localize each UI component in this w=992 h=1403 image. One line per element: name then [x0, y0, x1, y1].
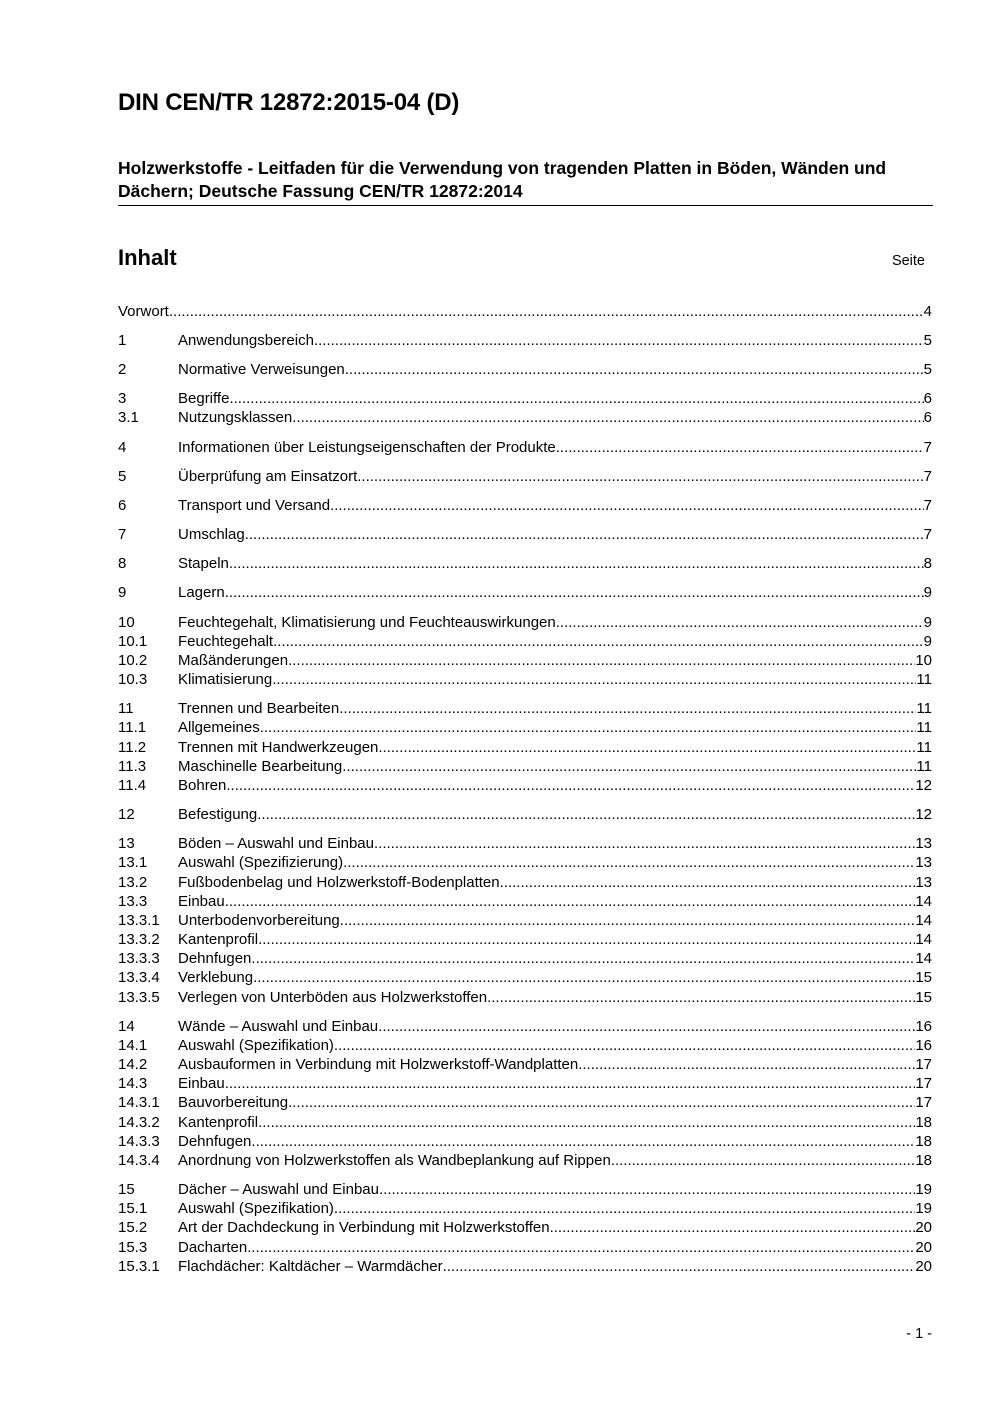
toc-entry	[118, 408, 932, 427]
toc-entry-number: 15.2	[118, 1219, 148, 1236]
toc-entry-title: Dächer – Auswahl und Einbau	[178, 1181, 379, 1198]
toc-entry-title: Maschinelle Bearbeitung	[178, 758, 343, 775]
toc-entry-page: 11	[916, 719, 932, 736]
toc-entry	[118, 873, 932, 892]
toc-entry-page: 11	[916, 739, 932, 756]
toc-entry-title: Transport und Versand	[178, 497, 331, 514]
toc-entry-page: 18	[915, 1114, 932, 1131]
toc-entry-page: 14	[915, 950, 932, 967]
toc-entry-page: 4	[923, 303, 932, 320]
toc-leader-dots	[226, 776, 915, 795]
toc-entry-page: 11	[916, 700, 932, 717]
toc-leader-dots	[247, 1238, 915, 1257]
toc-entry	[118, 1199, 932, 1218]
toc-entry-number: 7	[118, 526, 127, 543]
toc-entry-title: Überprüfung am Einsatzort	[178, 468, 358, 485]
toc-entry	[118, 496, 932, 515]
toc-leader-dots	[225, 583, 924, 602]
toc-leader-dots	[225, 892, 916, 911]
toc-entry-number: 6	[118, 497, 127, 514]
toc-entry	[118, 467, 932, 486]
toc-entry-title: Fußbodenbelag und Holzwerkstoff-Bodenplatten	[178, 874, 500, 891]
toc-leader-dots	[229, 389, 923, 408]
toc-entry-page: 10	[915, 652, 932, 669]
toc-entry-title: Lagern	[178, 584, 225, 601]
toc-leader-dots	[556, 438, 924, 457]
toc-entry-number: 11.4	[118, 777, 147, 794]
toc-entry-title: Informationen über Leistungseigenschaften der Produkte	[178, 439, 556, 456]
toc-leader-dots	[374, 834, 915, 853]
toc-entry-page: 16	[915, 1037, 932, 1054]
toc-leader-dots	[487, 988, 915, 1007]
toc-leader-dots	[292, 408, 923, 427]
toc-entry-title: Anordnung von Holzwerkstoffen als Wandbeplankung auf Rippen	[178, 1152, 611, 1169]
toc-leader-dots	[578, 1055, 915, 1074]
toc-leader-dots	[314, 331, 924, 350]
toc-entry-page: 20	[915, 1219, 932, 1236]
toc-entry-title: Dacharten	[178, 1239, 248, 1256]
toc-leader-dots	[379, 1180, 915, 1199]
toc-entry-title: Stapeln	[178, 555, 229, 572]
toc-entry-title: Kantenprofil	[178, 931, 259, 948]
toc-entry-number: 10.1	[118, 633, 148, 650]
toc-entry-number: 13.3	[118, 893, 148, 910]
toc-entry-number: 14	[118, 1018, 135, 1035]
toc-entry	[118, 949, 932, 968]
toc-entry-page: 13	[915, 874, 932, 891]
toc-entry	[118, 1180, 932, 1199]
toc-entry	[118, 1036, 932, 1055]
toc-entry-number: 1	[118, 332, 127, 349]
toc-leader-dots	[550, 1218, 916, 1237]
toc-entry-title: Verlegen von Unterböden aus Holzwerkstoffen	[178, 989, 488, 1006]
toc-entry-number: 13.3.1	[118, 912, 160, 929]
toc-entry-title: Wände – Auswahl und Einbau	[178, 1018, 379, 1035]
toc-entry-number: 10	[118, 614, 135, 631]
toc-entry-title: Befestigung	[178, 806, 258, 823]
toc-entry-number: 11.2	[118, 739, 147, 756]
toc-entry-title: Ausbauformen in Verbindung mit Holzwerkstoff-Wandplatten	[178, 1056, 579, 1073]
toc-entry-page: 11	[916, 758, 932, 775]
toc-entry-page: 7	[923, 526, 932, 543]
toc-entry-page: 5	[923, 332, 932, 349]
toc-entry	[118, 360, 932, 379]
toc-entry-page: 15	[915, 989, 932, 1006]
toc-entry-page: 7	[923, 439, 932, 456]
toc-entry-page: 6	[923, 409, 932, 426]
toc-entry-title: Böden – Auswahl und Einbau	[178, 835, 374, 852]
toc-entry-number: 9	[118, 584, 127, 601]
toc-entry	[118, 632, 932, 651]
toc-leader-dots	[288, 651, 915, 670]
toc-entry	[118, 757, 932, 776]
toc-entry-number: 11.3	[118, 758, 147, 775]
toc-entry	[118, 968, 932, 987]
toc-entry	[118, 892, 932, 911]
toc-entry-number: 13.3.5	[118, 989, 160, 1006]
toc-entry	[118, 1093, 932, 1112]
toc-entry-page: 5	[923, 361, 932, 378]
toc-entry-title: Feuchtegehalt, Klimatisierung und Feuchteauswirkungen	[178, 614, 556, 631]
toc-entry	[118, 302, 932, 321]
toc-entry	[118, 525, 932, 544]
toc-entry	[118, 1113, 932, 1132]
toc-leader-dots	[260, 718, 917, 737]
toc-entry-title: Art der Dachdeckung in Verbindung mit Holzwerkstoffen	[178, 1219, 550, 1236]
document-title: DIN CEN/TR 12872:2015-04 (D)	[118, 89, 460, 116]
toc-entry	[118, 438, 932, 457]
toc-entry-number: 2	[118, 361, 127, 378]
toc-entry-title: Feuchtegehalt	[178, 633, 274, 650]
page-column-label: Seite	[891, 253, 925, 269]
toc-leader-dots	[253, 968, 915, 987]
toc-entry-page: 19	[915, 1181, 932, 1198]
toc-entry-number: 15	[118, 1181, 135, 1198]
toc-entry-page: 14	[915, 912, 932, 929]
toc-entry-page: 17	[915, 1075, 932, 1092]
toc-leader-dots	[258, 930, 915, 949]
toc-leader-dots	[334, 1199, 915, 1218]
toc-leader-dots	[611, 1151, 916, 1170]
toc-entry	[118, 738, 932, 757]
toc-entry-title: Dehnfugen	[178, 1133, 252, 1150]
toc-leader-dots	[169, 302, 924, 321]
toc-entry-number: 13.3.3	[118, 950, 160, 967]
table-of-contents	[118, 0, 932, 1403]
toc-entry	[118, 1257, 932, 1276]
toc-entry-number: 14.1	[118, 1037, 148, 1054]
toc-entry-title: Normative Verweisungen	[178, 361, 345, 378]
toc-entry	[118, 911, 932, 930]
toc-entry-number: 13.1	[118, 854, 148, 871]
toc-entry	[118, 776, 932, 795]
toc-entry-page: 15	[915, 969, 932, 986]
toc-leader-dots	[273, 632, 924, 651]
toc-entry-title: Trennen und Bearbeiten	[178, 700, 340, 717]
toc-leader-dots	[251, 1132, 915, 1151]
toc-entry	[118, 583, 932, 602]
toc-entry	[118, 389, 932, 408]
toc-entry	[118, 853, 932, 872]
toc-entry-title: Einbau	[178, 1075, 225, 1092]
toc-entry	[118, 834, 932, 853]
toc-entry	[118, 1055, 932, 1074]
toc-entry-number: 12	[118, 806, 135, 823]
toc-leader-dots	[245, 525, 924, 544]
toc-entry-title: Auswahl (Spezifikation)	[178, 1200, 334, 1217]
toc-leader-dots	[556, 613, 924, 632]
toc-entry-number: 13	[118, 835, 135, 852]
toc-entry-page: 18	[915, 1152, 932, 1169]
toc-entry	[118, 930, 932, 949]
toc-leader-dots	[288, 1093, 915, 1112]
toc-entry-number: 3	[118, 390, 127, 407]
toc-leader-dots	[334, 1036, 915, 1055]
toc-entry-title: Dehnfugen	[178, 950, 252, 967]
toc-entry-title: Nutzungsklassen	[178, 409, 293, 426]
toc-entry	[118, 805, 932, 824]
toc-entry	[118, 1151, 932, 1170]
toc-entry	[118, 699, 932, 718]
toc-leader-dots	[342, 757, 916, 776]
toc-entry-page: 7	[923, 468, 932, 485]
toc-entry-number: 11	[118, 700, 134, 717]
toc-entry-number: 5	[118, 468, 127, 485]
toc-entry-title: Allgemeines	[178, 719, 260, 736]
toc-leader-dots	[340, 911, 916, 930]
toc-entry-number: 15.1	[118, 1200, 148, 1217]
toc-entry-page: 20	[915, 1258, 932, 1275]
toc-leader-dots	[225, 1074, 916, 1093]
toc-entry-page: 9	[923, 633, 932, 650]
toc-entry	[118, 1238, 932, 1257]
toc-entry-title: Umschlag	[178, 526, 245, 543]
page-number: - 1 -	[906, 1326, 932, 1342]
toc-entry-title: Auswahl (Spezifizierung)	[178, 854, 344, 871]
toc-entry-number: 4	[118, 439, 127, 456]
toc-entry-title: Bohren	[178, 777, 227, 794]
toc-entry-page: 9	[923, 584, 932, 601]
document-subtitle: Holzwerkstoffe - Leitfaden für die Verwendung von tragenden Platten in Böden, Wänden und Dächern; Deutsche Fassung CEN/TR 12872:2014	[118, 157, 933, 206]
toc-entry-page: 16	[915, 1018, 932, 1035]
toc-entry-title: Verklebung	[178, 969, 254, 986]
toc-heading: Inhalt	[118, 245, 177, 270]
toc-leader-dots	[378, 738, 916, 757]
toc-entry-number: 14.3.3	[118, 1133, 160, 1150]
toc-entry-page: 12	[915, 806, 932, 823]
toc-entry-title: Bauvorbereitung	[178, 1094, 289, 1111]
toc-entry-title: Flachdächer: Kaltdächer – Warmdächer	[178, 1258, 443, 1275]
toc-entry-page: 9	[923, 614, 932, 631]
toc-entry	[118, 718, 932, 737]
toc-entry-page: 12	[915, 777, 932, 794]
toc-entry-page: 17	[915, 1056, 932, 1073]
toc-leader-dots	[378, 1017, 915, 1036]
toc-leader-dots	[258, 1113, 915, 1132]
toc-entry-number: 13.3.4	[118, 969, 160, 986]
toc-leader-dots	[343, 853, 915, 872]
toc-entry	[118, 613, 932, 632]
toc-entry-page: 14	[915, 931, 932, 948]
toc-entry-page: 11	[916, 671, 932, 688]
toc-entry	[118, 651, 932, 670]
toc-entry-page: 7	[923, 497, 932, 514]
toc-leader-dots	[257, 805, 915, 824]
toc-entry-title: Vorwort	[118, 303, 169, 320]
toc-entry-title: Unterbodenvorbereitung	[178, 912, 340, 929]
toc-leader-dots	[272, 670, 916, 689]
toc-leader-dots	[339, 699, 916, 718]
toc-entry-number: 13.2	[118, 874, 148, 891]
toc-leader-dots	[345, 360, 924, 379]
toc-entry-number: 13.3.2	[118, 931, 160, 948]
toc-entry-title: Anwendungsbereich	[178, 332, 314, 349]
toc-entry	[118, 1132, 932, 1151]
toc-entry-number: 14.2	[118, 1056, 148, 1073]
toc-entry-page: 17	[915, 1094, 932, 1111]
toc-entry	[118, 670, 932, 689]
toc-entry-number: 14.3.2	[118, 1114, 160, 1131]
toc-entry-number: 15.3	[118, 1239, 148, 1256]
toc-entry-title: Begriffe	[178, 390, 230, 407]
toc-entry-page: 13	[915, 854, 932, 871]
toc-entry-title: Maßänderungen	[178, 652, 289, 669]
toc-entry	[118, 988, 932, 1007]
toc-entry-number: 14.3	[118, 1075, 148, 1092]
toc-entry-page: 18	[915, 1133, 932, 1150]
toc-entry-number: 3.1	[118, 409, 139, 426]
toc-leader-dots	[251, 949, 915, 968]
toc-entry	[118, 1218, 932, 1237]
toc-entry-title: Kantenprofil	[178, 1114, 259, 1131]
toc-entry-page: 19	[915, 1200, 932, 1217]
toc-entry-number: 14.3.1	[118, 1094, 160, 1111]
toc-entry-number: 10.2	[118, 652, 148, 669]
toc-entry-page: 13	[915, 835, 932, 852]
toc-entry-number: 11.1	[118, 719, 147, 736]
toc-entry-title: Einbau	[178, 893, 225, 910]
toc-leader-dots	[500, 873, 916, 892]
toc-leader-dots	[357, 467, 923, 486]
toc-leader-dots	[443, 1257, 916, 1276]
toc-entry-number: 10.3	[118, 671, 148, 688]
toc-entry	[118, 554, 932, 573]
toc-entry-page: 20	[915, 1239, 932, 1256]
toc-leader-dots	[330, 496, 924, 515]
toc-entry-title: Klimatisierung	[178, 671, 273, 688]
toc-entry-number: 15.3.1	[118, 1258, 160, 1275]
toc-entry-page: 6	[923, 390, 932, 407]
toc-entry-number: 14.3.4	[118, 1152, 160, 1169]
toc-entry	[118, 331, 932, 350]
toc-leader-dots	[229, 554, 924, 573]
toc-entry	[118, 1074, 932, 1093]
toc-entry-number: 8	[118, 555, 127, 572]
toc-entry-page: 8	[923, 555, 932, 572]
toc-entry	[118, 1017, 932, 1036]
toc-entry-page: 14	[915, 893, 932, 910]
toc-entry-title: Auswahl (Spezifikation)	[178, 1037, 334, 1054]
toc-entry-title: Trennen mit Handwerkzeugen	[178, 739, 379, 756]
